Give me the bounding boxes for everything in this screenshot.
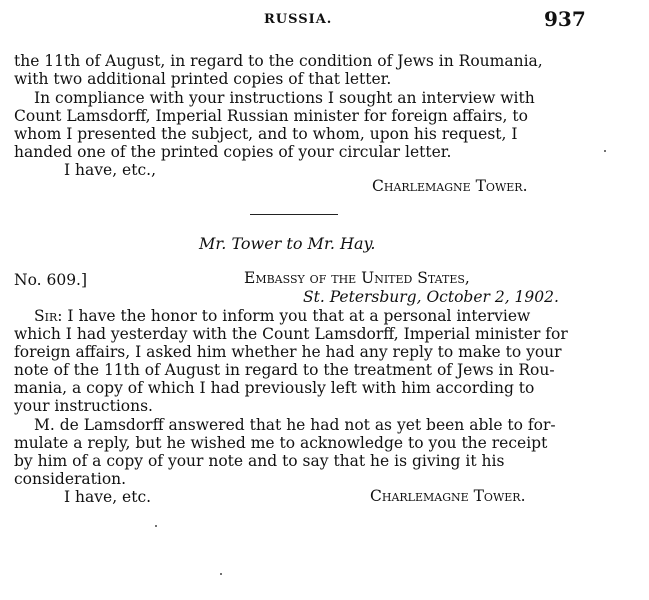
text-line: by him of a copy of your note and to say that he is giving it his <box>14 452 505 470</box>
text-line: foreign affairs, I asked him whether he had any reply to make to your <box>14 343 562 361</box>
salutation: Sir: <box>34 307 63 325</box>
text-line: mulate a reply, but he wished me to acknowledge to you the receipt <box>14 434 548 452</box>
text-line: note of the 11th of August in regard to the treatment of Jews in Rou- <box>14 361 555 379</box>
text-line: the 11th of August, in regard to the condition of Jews in Roumania, <box>14 52 543 70</box>
text-line: mania, a copy of which I had previously left with him according to <box>14 379 535 397</box>
scan-speck <box>155 525 157 527</box>
running-header-title: RUSSIA. <box>264 12 333 27</box>
closing-line: I have, etc., <box>64 161 156 179</box>
text-line: your instructions. <box>14 397 153 415</box>
signature: Charlemagne Tower. <box>370 487 526 505</box>
document-number: No. 609.] <box>14 271 88 289</box>
text-line: whom I presented the subject, and to whom, upon his request, I <box>14 125 518 143</box>
signature: Charlemagne Tower. <box>372 177 528 195</box>
text-line: M. de Lamsdorff answered that he had not as yet been able to for- <box>34 416 556 434</box>
text-fragment: I have the honor to inform you that at a personal interview <box>62 307 531 325</box>
scan-speck <box>604 150 606 152</box>
closing-line: I have, etc. <box>64 488 152 506</box>
text-line: which I had yesterday with the Count Lamsdorff, Imperial minister for <box>14 325 568 343</box>
text-line: In compliance with your instructions I sought an interview with <box>34 89 535 107</box>
place-date-line: St. Petersburg, October 2, 1902. <box>303 288 559 306</box>
section-divider <box>250 214 338 215</box>
text-line: with two additional printed copies of that letter. <box>14 70 392 88</box>
scan-speck <box>220 573 222 575</box>
page-number: 937 <box>544 7 586 31</box>
text-line <box>34 307 530 325</box>
text-line: Count Lamsdorff, Imperial Russian minister for foreign affairs, to <box>14 107 528 125</box>
letter-heading: Mr. Tower to Mr. Hay. <box>199 234 376 253</box>
text-line: consideration. <box>14 470 127 488</box>
text-line: handed one of the printed copies of your circular letter. <box>14 143 452 161</box>
sender-line: Embassy of the United States, <box>244 269 470 287</box>
